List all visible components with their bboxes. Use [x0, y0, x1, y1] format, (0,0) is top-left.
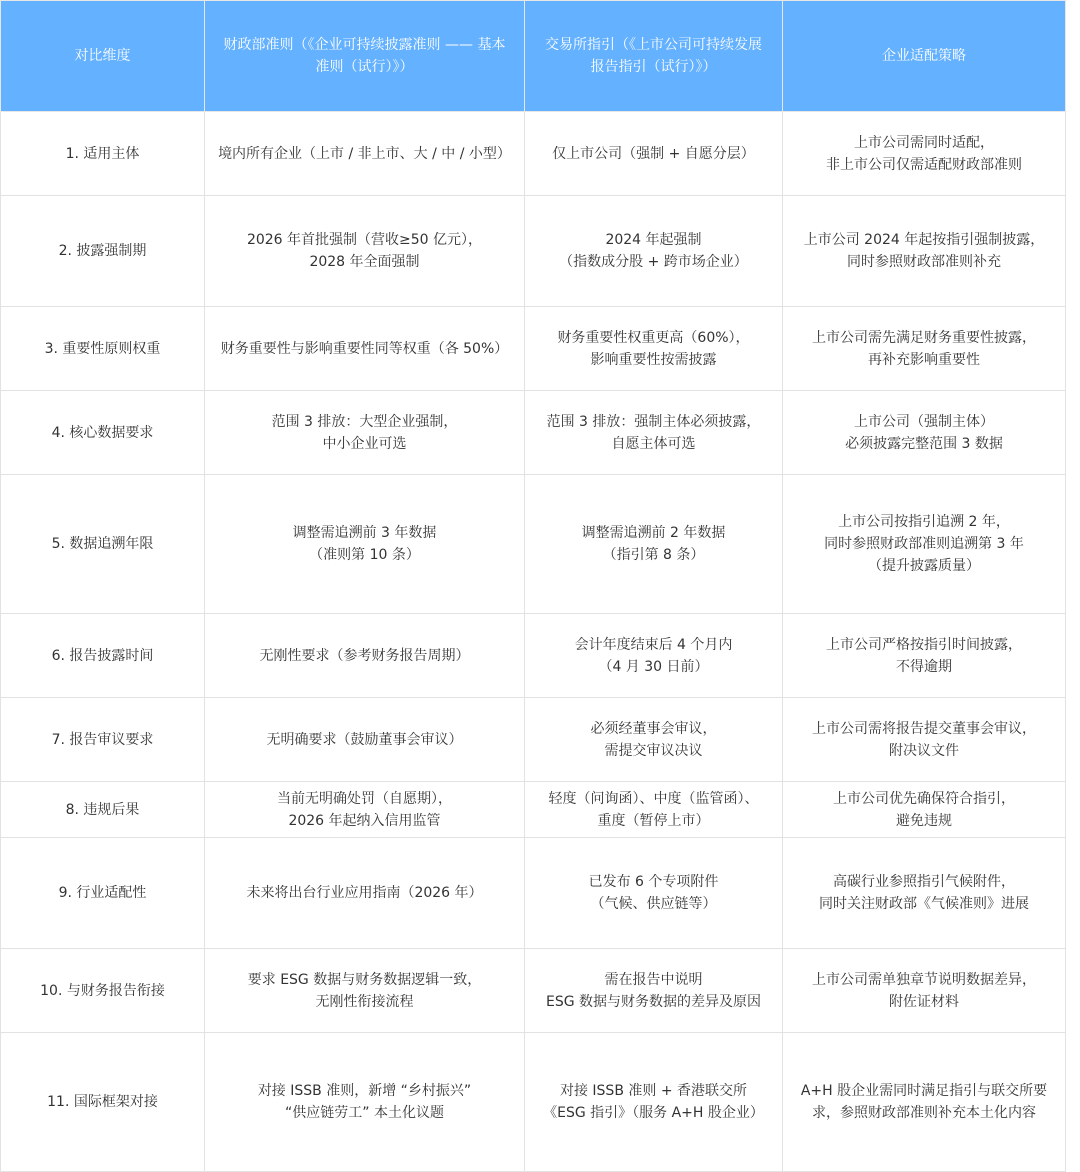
row-dimension: 4. 核心数据要求	[1, 391, 205, 475]
table-row	[1, 307, 1066, 391]
exchange-cell: 必须经董事会审议， 需提交审议决议	[525, 698, 783, 782]
exchange-cell: 轻度（问询函）、中度（监管函）、 重度（暂停上市）	[525, 782, 783, 838]
table-row	[1, 949, 1066, 1033]
header-strategy: 企业适配策略	[783, 1, 1066, 112]
header-exchange-guideline: 交易所指引（《上市公司可持续发展 报告指引（试行）》）	[525, 1, 783, 112]
mof-cell: 当前无明确处罚（自愿期）， 2026 年起纳入信用监管	[205, 782, 525, 838]
strategy-cell: 上市公司需同时适配， 非上市公司仅需适配财政部准则	[783, 112, 1066, 196]
strategy-cell: 上市公司需单独章节说明数据差异， 附佐证材料	[783, 949, 1066, 1033]
mof-cell: 调整需追溯前 3 年数据 （准则第 10 条）	[205, 475, 525, 614]
strategy-cell: 上市公司需先满足财务重要性披露， 再补充影响重要性	[783, 307, 1066, 391]
row-dimension: 3. 重要性原则权重	[1, 307, 205, 391]
mof-cell: 范围 3 排放：大型企业强制， 中小企业可选	[205, 391, 525, 475]
strategy-cell: 上市公司按指引追溯 2 年， 同时参照财政部准则追溯第 3 年 （提升披露质量）	[783, 475, 1066, 614]
header-dimension: 对比维度	[1, 1, 205, 112]
table-row	[1, 391, 1066, 475]
exchange-cell: 范围 3 排放：强制主体必须披露， 自愿主体可选	[525, 391, 783, 475]
mof-cell: 财务重要性与影响重要性同等权重（各 50%）	[205, 307, 525, 391]
table-header-row	[1, 1, 1066, 112]
strategy-cell: 上市公司 2024 年起按指引强制披露， 同时参照财政部准则补充	[783, 196, 1066, 307]
exchange-cell: 财务重要性权重更高（60%）， 影响重要性按需披露	[525, 307, 783, 391]
row-dimension: 5. 数据追溯年限	[1, 475, 205, 614]
strategy-cell: 上市公司需将报告提交董事会审议， 附决议文件	[783, 698, 1066, 782]
mof-cell: 未来将出台行业应用指南（2026 年）	[205, 838, 525, 949]
strategy-cell: A+H 股企业需同时满足指引与联交所要 求，参照财政部准则补充本土化内容	[783, 1033, 1066, 1172]
exchange-cell: 会计年度结束后 4 个月内 （4 月 30 日前）	[525, 614, 783, 698]
table-row	[1, 196, 1066, 307]
exchange-cell: 需在报告中说明 ESG 数据与财务数据的差异及原因	[525, 949, 783, 1033]
exchange-cell: 调整需追溯前 2 年数据 （指引第 8 条）	[525, 475, 783, 614]
exchange-cell: 2024 年起强制 （指数成分股 + 跨市场企业）	[525, 196, 783, 307]
header-mof-standard: 财政部准则（《企业可持续披露准则 —— 基本 准则（试行）》）	[205, 1, 525, 112]
strategy-cell: 上市公司严格按指引时间披露， 不得逾期	[783, 614, 1066, 698]
strategy-cell: 上市公司（强制主体） 必须披露完整范围 3 数据	[783, 391, 1066, 475]
mof-cell: 对接 ISSB 准则，新增 “乡村振兴” “供应链劳工” 本土化议题	[205, 1033, 525, 1172]
row-dimension: 6. 报告披露时间	[1, 614, 205, 698]
table-row	[1, 1033, 1066, 1172]
mof-cell: 无刚性要求（参考财务报告周期）	[205, 614, 525, 698]
table-row	[1, 698, 1066, 782]
table-row	[1, 838, 1066, 949]
strategy-cell: 高碳行业参照指引气候附件， 同时关注财政部《气候准则》进展	[783, 838, 1066, 949]
exchange-cell: 对接 ISSB 准则 + 香港联交所 《ESG 指引》（服务 A+H 股企业）	[525, 1033, 783, 1172]
table-row	[1, 782, 1066, 838]
mof-cell: 要求 ESG 数据与财务数据逻辑一致， 无刚性衔接流程	[205, 949, 525, 1033]
row-dimension: 10. 与财务报告衔接	[1, 949, 205, 1033]
table-row	[1, 475, 1066, 614]
exchange-cell: 已发布 6 个专项附件 （气候、供应链等）	[525, 838, 783, 949]
row-dimension: 7. 报告审议要求	[1, 698, 205, 782]
row-dimension: 1. 适用主体	[1, 112, 205, 196]
table-row	[1, 614, 1066, 698]
row-dimension: 11. 国际框架对接	[1, 1033, 205, 1172]
row-dimension: 9. 行业适配性	[1, 838, 205, 949]
row-dimension: 2. 披露强制期	[1, 196, 205, 307]
exchange-cell: 仅上市公司（强制 + 自愿分层）	[525, 112, 783, 196]
mof-cell: 无明确要求（鼓励董事会审议）	[205, 698, 525, 782]
mof-cell: 境内所有企业（上市 / 非上市、大 / 中 / 小型）	[205, 112, 525, 196]
strategy-cell: 上市公司优先确保符合指引， 避免违规	[783, 782, 1066, 838]
table-row	[1, 112, 1066, 196]
mof-cell: 2026 年首批强制（营收≥50 亿元）， 2028 年全面强制	[205, 196, 525, 307]
row-dimension: 8. 违规后果	[1, 782, 205, 838]
